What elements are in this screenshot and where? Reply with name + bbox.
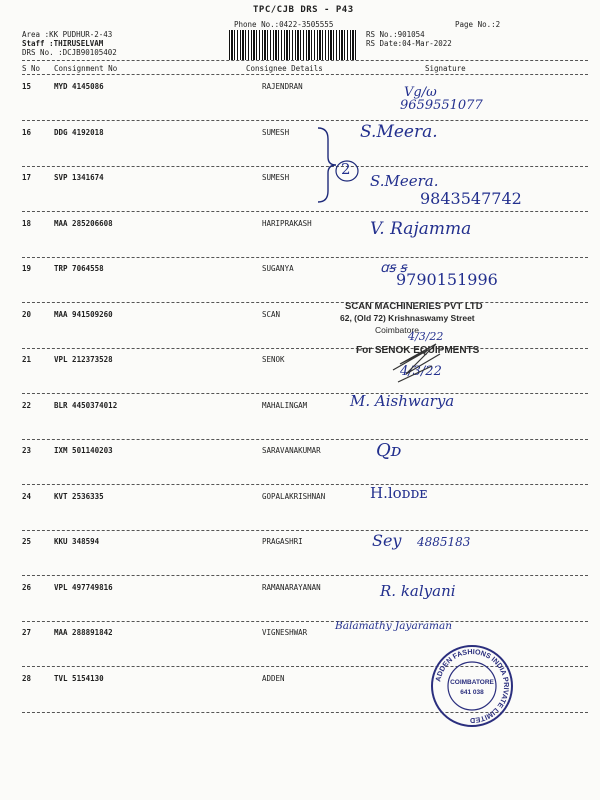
row-consignment-no: IXM 501140203 (54, 446, 113, 455)
row-divider (22, 530, 588, 531)
signature-row-25-number: 4885183 (417, 535, 471, 549)
sheet-title: TPC/CJB DRS - P43 (253, 5, 354, 15)
signature-row-19-phone: 9790151996 (396, 270, 498, 289)
row-sno: 27 (22, 628, 32, 637)
drs-number: DRS No. :DCJB90105402 (22, 48, 117, 57)
row-consignee: HARIPRAKASH (262, 219, 312, 228)
rs-number: RS No.:901054 (366, 30, 425, 39)
row-consignee: VIGNESHWAR (262, 628, 308, 637)
row-divider (22, 575, 588, 576)
row-consignment-no: VPL 497749816 (54, 583, 113, 592)
row-consignee: SUMESH (262, 173, 290, 182)
row-consignee: ADDEN (262, 674, 285, 683)
row-consignment-no: VPL 212373528 (54, 355, 113, 364)
row-consignee: PRAGASHRI (262, 537, 303, 546)
signature-row-15-phone: 9659551077 (400, 98, 483, 113)
scan-stamp-date: 4/3/22 (408, 330, 444, 343)
phone-number: Phone No.:0422-3505555 (234, 20, 334, 29)
row-consignee: MAHALINGAM (262, 401, 308, 410)
row-consignment-no: KVT 2536335 (54, 492, 104, 501)
row-consignment-no: MAA 288891842 (54, 628, 113, 637)
signature-row-15-scribble: Vg/ω (404, 85, 437, 100)
row-sno: 21 (22, 355, 32, 364)
senok-stamp: For SENOK EQUIPMENTS (356, 345, 480, 356)
row-consignment-no: MAA 285206608 (54, 219, 113, 228)
signature-row-18: V. Rajamma (370, 219, 472, 239)
row-sno: 18 (22, 219, 32, 228)
row-divider (22, 439, 588, 440)
signature-row-24: H.loᴅᴅᴇ (370, 484, 428, 502)
company-seal (430, 644, 514, 728)
row-sno: 25 (22, 537, 32, 546)
row-consignment-no: TVL 5154130 (54, 674, 104, 683)
row-sno: 15 (22, 82, 32, 91)
row-divider (22, 348, 588, 349)
signature-row-27: Balamathy Jayaraman (335, 620, 452, 632)
row-sno: 26 (22, 583, 32, 592)
signature-row-25-scribble: Sey (372, 531, 402, 550)
row-consignment-no: MYD 4145086 (54, 82, 104, 91)
row-divider (22, 302, 588, 303)
senok-stamp-date: 4/3/22 (400, 364, 442, 379)
row-sno: 19 (22, 264, 32, 273)
signature-scribble-icon (388, 330, 448, 390)
row-sno: 28 (22, 674, 32, 683)
row-consignment-no: MAA 941509260 (54, 310, 113, 319)
svg-text:ADDEN FASHIONS INDIA PRIVATE L: ADDEN FASHIONS INDIA PRIVATE LIMITED (433, 646, 512, 726)
row-consignee: GOPALAKRISHNAN (262, 492, 326, 501)
barcode (229, 30, 357, 60)
svg-text:COIMBATORE: COIMBATORE (450, 679, 494, 686)
row-consignment-no: TRP 7064558 (54, 264, 104, 273)
scan-stamp-line1: SCAN MACHINERIES PVT LTD (345, 301, 483, 312)
row-sno: 23 (22, 446, 32, 455)
row-consignment-no: SVP 1341674 (54, 173, 104, 182)
signature-row-17-name: S.Meera. (370, 172, 439, 190)
row-divider (22, 166, 588, 167)
rs-date: RS Date:04-Mar-2022 (366, 39, 452, 48)
col-header-sno: S No (22, 64, 41, 73)
signature-row-23-scribble: Qᴅ (376, 440, 402, 461)
row-sno: 16 (22, 128, 32, 137)
svg-text:641 038: 641 038 (460, 689, 484, 696)
row-divider (22, 211, 588, 212)
row-consignment-no: BLR 4450374012 (54, 401, 118, 410)
col-header-consignee: Consignee Details (246, 64, 323, 73)
row-sno: 22 (22, 401, 32, 410)
signature-row-22: M. Aishwarya (350, 392, 455, 410)
page-number: Page No.:2 (455, 20, 501, 29)
signature-row-26: R. kalyani (380, 582, 456, 600)
row-sno: 20 (22, 310, 32, 319)
signature-row-17-phone: 9843547742 (420, 189, 522, 208)
row-consignee: RAJENDRAN (262, 82, 303, 91)
scan-stamp-line2: 62, (Old 72) Krishnaswamy Street (340, 313, 475, 323)
row-consignee: SENOK (262, 355, 285, 364)
row-sno: 17 (22, 173, 32, 182)
row-consignee: RAMANARAYANAN (262, 583, 321, 592)
row-consignment-no: KKU 348594 (54, 537, 100, 546)
scan-stamp-line3: Coimbatore (375, 325, 419, 335)
divider (22, 60, 588, 61)
col-header-signature: Signature (425, 64, 466, 73)
row-divider (22, 621, 588, 622)
row-consignee: SUGANYA (262, 264, 294, 273)
row-consignee: SARAVANAKUMAR (262, 446, 321, 455)
signature-row-16: S.Meera. (360, 122, 438, 142)
staff: Staff :THIRUSELVAM (22, 39, 104, 48)
col-header-consignment: Consignment No (54, 64, 118, 73)
row-divider (22, 484, 588, 485)
area: Area :KK PUDHUR-2-43 (22, 30, 113, 39)
row-consignee: SCAN (262, 310, 281, 319)
row-divider (22, 257, 588, 258)
signature-row-19-scribble: ꭤꞩ ꞩ (380, 260, 407, 276)
brace-note-number: 2 (341, 160, 351, 178)
divider (22, 74, 588, 75)
row-sno: 24 (22, 492, 32, 501)
row-divider (22, 120, 588, 121)
row-consignment-no: DDG 4192018 (54, 128, 104, 137)
row-consignee: SUMESH (262, 128, 290, 137)
row-divider (22, 393, 588, 394)
